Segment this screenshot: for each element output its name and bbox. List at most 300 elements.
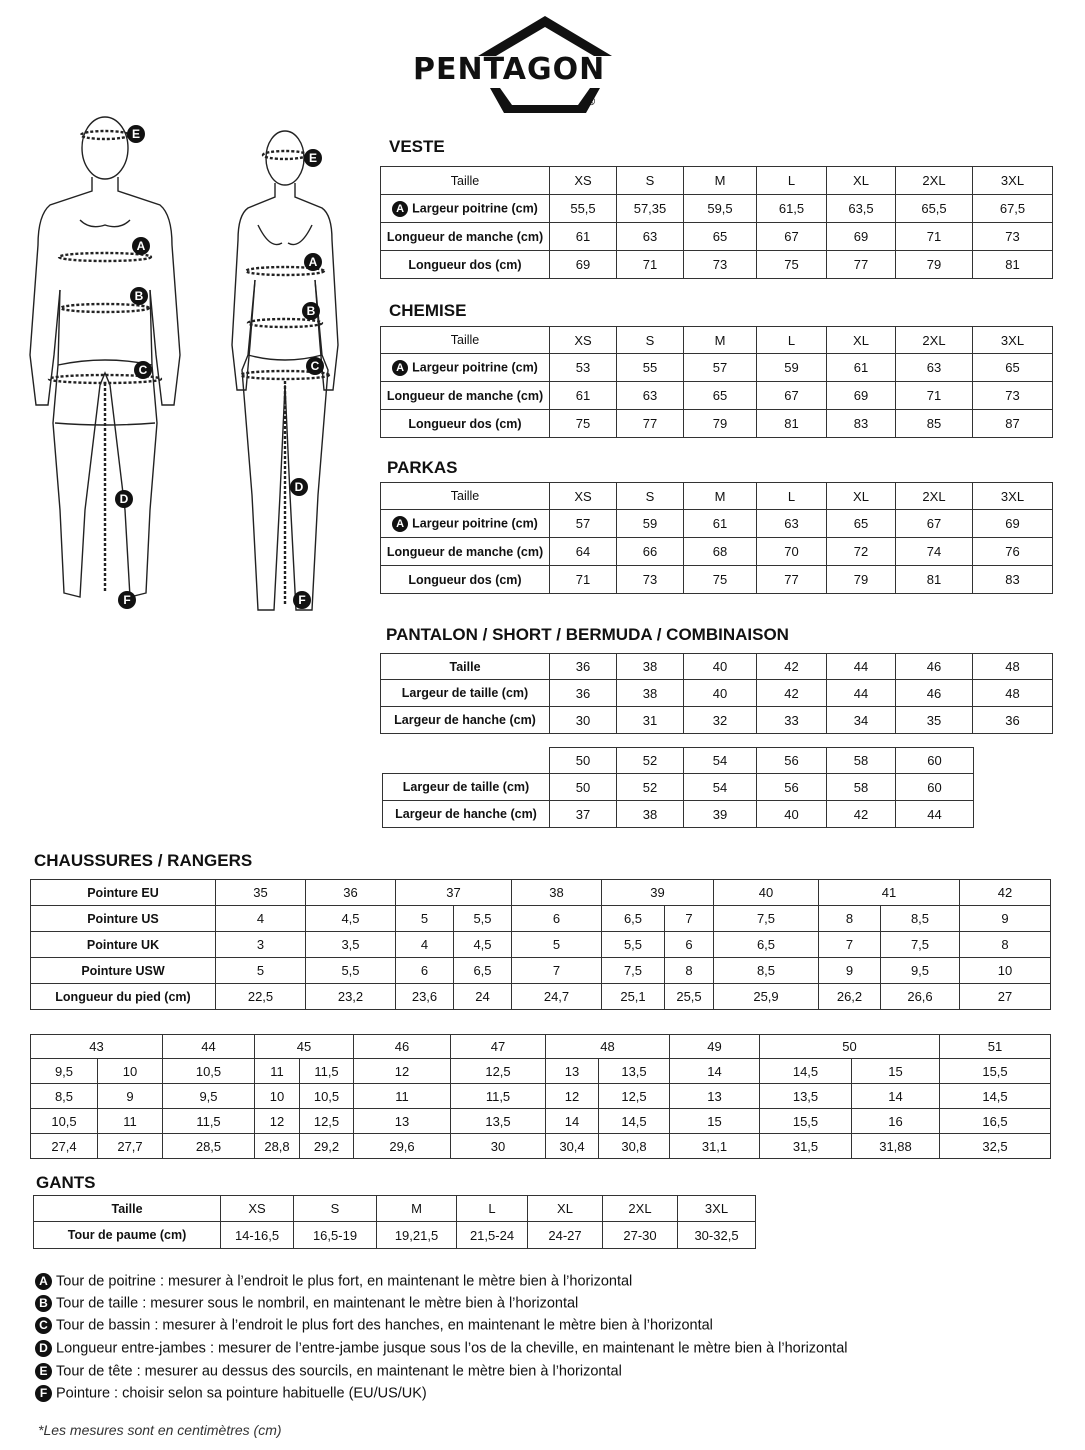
table-cell: 59 bbox=[617, 510, 684, 538]
table-header-cell: XL bbox=[827, 483, 896, 510]
pantalon-table-1 bbox=[380, 653, 1053, 734]
table-cell: 11,5 bbox=[300, 1059, 354, 1084]
table-cell: 28,5 bbox=[163, 1134, 255, 1159]
table-cell: 10,5 bbox=[163, 1059, 255, 1084]
table-cell: 27-30 bbox=[603, 1222, 678, 1249]
table-header-cell: Taille bbox=[381, 483, 550, 510]
table-cell: 77 bbox=[617, 410, 684, 438]
table-cell: 56 bbox=[757, 774, 827, 801]
table-cell: 16,5 bbox=[940, 1109, 1051, 1134]
row-label: Longueur dos (cm) bbox=[381, 251, 550, 279]
veste-header-row bbox=[381, 167, 1053, 195]
table-header-cell: 52 bbox=[617, 748, 684, 774]
table-cell: 14 bbox=[670, 1059, 760, 1084]
table-cell: 31,88 bbox=[852, 1134, 940, 1159]
table-header-cell: 2XL bbox=[896, 483, 973, 510]
table-header-cell: M bbox=[684, 483, 757, 510]
table-cell: 25,5 bbox=[665, 984, 714, 1010]
table-cell: 12,5 bbox=[451, 1059, 546, 1084]
legend-item-c bbox=[35, 1317, 713, 1334]
table-cell: 10 bbox=[960, 958, 1051, 984]
table-cell: 71 bbox=[896, 382, 973, 410]
marker-a-badge: A bbox=[392, 360, 408, 376]
table-cell: 9,5 bbox=[163, 1084, 255, 1109]
table-header-cell: 3XL bbox=[973, 483, 1053, 510]
table-cell: 15 bbox=[852, 1059, 940, 1084]
table-cell: 73 bbox=[617, 566, 684, 594]
table-cell: 5,5 bbox=[602, 932, 665, 958]
table-row bbox=[31, 1109, 1051, 1134]
table-cell: 81 bbox=[896, 566, 973, 594]
pantalon-header-row bbox=[381, 654, 1053, 680]
table-header-cell: Taille bbox=[381, 654, 550, 680]
table-cell: 74 bbox=[896, 538, 973, 566]
legend-item-e bbox=[35, 1363, 622, 1380]
eu-size-cell: 37 bbox=[396, 880, 512, 906]
chemise-title: CHEMISE bbox=[389, 301, 467, 320]
table-header-cell: XS bbox=[221, 1196, 294, 1222]
table-cell: 73 bbox=[684, 251, 757, 279]
table-cell: 12,5 bbox=[599, 1084, 670, 1109]
table-row bbox=[31, 958, 1051, 984]
table-header-cell: 40 bbox=[684, 654, 757, 680]
table-cell: 27,7 bbox=[98, 1134, 163, 1159]
pantalon-header-row-2 bbox=[383, 748, 974, 774]
footnote: *Les mesures sont en centimètres (cm) bbox=[38, 1422, 282, 1438]
table-header-cell: XS bbox=[550, 167, 617, 195]
table-row bbox=[381, 382, 1053, 410]
table-cell: 14,5 bbox=[760, 1059, 852, 1084]
pantalon-title: PANTALON / SHORT / BERMUDA / COMBINAISON bbox=[386, 625, 789, 644]
table-row bbox=[381, 223, 1053, 251]
table-row bbox=[381, 354, 1053, 382]
table-cell: 65 bbox=[684, 382, 757, 410]
legend-text: Longueur entre-jambes : mesurer de l’entre-jambe jusque sous l’os de la cheville, en maintenant le mètre bien à l’horizontal bbox=[56, 1340, 848, 1357]
table-cell: 57,35 bbox=[617, 195, 684, 223]
legend-item-a bbox=[35, 1273, 632, 1290]
table-cell: 35 bbox=[896, 707, 973, 734]
table-cell: 67,5 bbox=[973, 195, 1053, 223]
table-cell: 72 bbox=[827, 538, 896, 566]
row-label: Pointure USW bbox=[31, 958, 216, 984]
table-cell: 65 bbox=[827, 510, 896, 538]
gants-header-row bbox=[34, 1196, 756, 1222]
chaussures-table-2 bbox=[30, 1034, 1051, 1159]
table-row bbox=[31, 1084, 1051, 1109]
table-cell: 48 bbox=[973, 680, 1053, 707]
marker-a-male: A bbox=[132, 237, 150, 255]
table-cell: 34 bbox=[827, 707, 896, 734]
table-cell: 42 bbox=[757, 680, 827, 707]
table-cell: 79 bbox=[827, 566, 896, 594]
table-row bbox=[381, 707, 1053, 734]
table-header-cell: XL bbox=[827, 167, 896, 195]
row-label: Pointure US bbox=[31, 906, 216, 932]
table-cell: 16,5-19 bbox=[294, 1222, 377, 1249]
eu-size-cell: 41 bbox=[819, 880, 960, 906]
table-cell: 44 bbox=[896, 801, 974, 828]
marker-e-male: E bbox=[127, 125, 145, 143]
table-header-cell: M bbox=[684, 167, 757, 195]
table-cell: 27,4 bbox=[31, 1134, 98, 1159]
row-label: Longueur du pied (cm) bbox=[31, 984, 216, 1010]
table-cell: 15,5 bbox=[940, 1059, 1051, 1084]
table-cell: 9 bbox=[98, 1084, 163, 1109]
table-cell: 57 bbox=[684, 354, 757, 382]
table-cell: 39 bbox=[684, 801, 757, 828]
legend-text: Tour de bassin : mesurer à l’endroit le plus fort des hanches, en maintenant le mètre bien à l’horizontal bbox=[56, 1317, 713, 1334]
marker-d-badge: D bbox=[35, 1340, 52, 1357]
table-header-cell: 3XL bbox=[973, 327, 1053, 354]
table-cell: 9 bbox=[960, 906, 1051, 932]
eu-size-cell: 35 bbox=[216, 880, 306, 906]
shoe-eu-row-2 bbox=[31, 1035, 1051, 1059]
table-row bbox=[383, 774, 974, 801]
table-header-cell: Taille bbox=[381, 327, 550, 354]
table-cell: 61 bbox=[827, 354, 896, 382]
table-cell: 75 bbox=[550, 410, 617, 438]
table-cell: 14 bbox=[852, 1084, 940, 1109]
table-cell: 14 bbox=[546, 1109, 599, 1134]
table-cell: 69 bbox=[973, 510, 1053, 538]
table-cell: 63,5 bbox=[827, 195, 896, 223]
table-cell: 4 bbox=[396, 932, 454, 958]
table-cell: 79 bbox=[896, 251, 973, 279]
table-cell: 67 bbox=[896, 510, 973, 538]
table-cell: 14,5 bbox=[599, 1109, 670, 1134]
table-cell: 61 bbox=[550, 223, 617, 251]
table-cell: 54 bbox=[684, 774, 757, 801]
table-cell: 69 bbox=[827, 382, 896, 410]
marker-e-female: E bbox=[304, 149, 322, 167]
table-cell: 27 bbox=[960, 984, 1051, 1010]
table-cell: 13,5 bbox=[451, 1109, 546, 1134]
marker-a-badge: A bbox=[392, 201, 408, 217]
table-cell: 79 bbox=[684, 410, 757, 438]
table-cell: 4 bbox=[216, 906, 306, 932]
table-cell: 63 bbox=[617, 382, 684, 410]
table-cell: 11,5 bbox=[163, 1109, 255, 1134]
table-cell: 26,6 bbox=[881, 984, 960, 1010]
table-row bbox=[383, 801, 974, 828]
table-cell: 75 bbox=[757, 251, 827, 279]
table-cell: 11 bbox=[354, 1084, 451, 1109]
table-cell: 32 bbox=[684, 707, 757, 734]
table-cell: 30-32,5 bbox=[678, 1222, 756, 1249]
marker-b-female: B bbox=[302, 302, 320, 320]
table-row bbox=[381, 510, 1053, 538]
table-cell: 38 bbox=[617, 801, 684, 828]
table-cell: 77 bbox=[757, 566, 827, 594]
table-cell: 65,5 bbox=[896, 195, 973, 223]
table-header-cell: M bbox=[377, 1196, 457, 1222]
table-cell: 5,5 bbox=[454, 906, 512, 932]
marker-d-male: D bbox=[115, 490, 133, 508]
parkas-title: PARKAS bbox=[387, 458, 458, 477]
eu-size-cell: 50 bbox=[760, 1035, 940, 1059]
table-header-cell: 38 bbox=[617, 654, 684, 680]
legend-text: Pointure : choisir selon sa pointure habituelle (EU/US/UK) bbox=[56, 1385, 427, 1402]
table-cell: 24 bbox=[454, 984, 512, 1010]
table-cell: 12 bbox=[354, 1059, 451, 1084]
table-cell: 30 bbox=[451, 1134, 546, 1159]
table-cell: 13,5 bbox=[760, 1084, 852, 1109]
table-cell: 16 bbox=[852, 1109, 940, 1134]
row-label: Largeur poitrine (cm) bbox=[412, 515, 538, 530]
marker-b-male: B bbox=[130, 287, 148, 305]
table-cell: 52 bbox=[617, 774, 684, 801]
table-row bbox=[381, 195, 1053, 223]
table-cell: 12 bbox=[255, 1109, 300, 1134]
table-cell: 55,5 bbox=[550, 195, 617, 223]
marker-d-female: D bbox=[290, 478, 308, 496]
chemise-header-row bbox=[381, 327, 1053, 354]
table-cell: 11 bbox=[255, 1059, 300, 1084]
table-cell: 9,5 bbox=[881, 958, 960, 984]
eu-size-cell: 45 bbox=[255, 1035, 354, 1059]
table-cell: 58 bbox=[827, 774, 896, 801]
legend-text: Tour de taille : mesurer sous le nombril, en maintenant le mètre bien à l’horizontal bbox=[56, 1295, 579, 1312]
table-cell: 81 bbox=[973, 251, 1053, 279]
row-label: Largeur poitrine (cm) bbox=[412, 200, 538, 215]
gants-title: GANTS bbox=[36, 1173, 96, 1192]
table-header-cell: 56 bbox=[757, 748, 827, 774]
eu-size-cell: 42 bbox=[960, 880, 1051, 906]
table-cell: 8 bbox=[665, 958, 714, 984]
legend-item-d bbox=[35, 1340, 848, 1357]
table-cell: 30,8 bbox=[599, 1134, 670, 1159]
eu-size-cell: 49 bbox=[670, 1035, 760, 1059]
marker-b-badge: B bbox=[35, 1295, 52, 1312]
table-cell: 61,5 bbox=[757, 195, 827, 223]
table-cell: 8,5 bbox=[881, 906, 960, 932]
table-header-cell: 46 bbox=[896, 654, 973, 680]
veste-title: VESTE bbox=[389, 137, 445, 156]
table-cell: 71 bbox=[896, 223, 973, 251]
table-cell: 6,5 bbox=[714, 932, 819, 958]
table-row bbox=[381, 251, 1053, 279]
table-header-cell: L bbox=[757, 167, 827, 195]
table-cell: 30 bbox=[550, 707, 617, 734]
chaussures-title: CHAUSSURES / RANGERS bbox=[34, 851, 253, 870]
row-label: Longueur dos (cm) bbox=[381, 410, 550, 438]
veste-table bbox=[380, 166, 1053, 279]
chemise-table bbox=[380, 326, 1053, 438]
table-cell: 6,5 bbox=[454, 958, 512, 984]
table-cell: 10,5 bbox=[31, 1109, 98, 1134]
eu-size-cell: 48 bbox=[546, 1035, 670, 1059]
table-cell: 38 bbox=[617, 680, 684, 707]
parkas-table bbox=[380, 482, 1053, 594]
table-cell: 5 bbox=[396, 906, 454, 932]
marker-c-badge: C bbox=[35, 1317, 52, 1334]
table-cell: 77 bbox=[827, 251, 896, 279]
table-cell: 63 bbox=[896, 354, 973, 382]
table-cell: 59,5 bbox=[684, 195, 757, 223]
table-cell: 25,9 bbox=[714, 984, 819, 1010]
table-cell: 6 bbox=[665, 932, 714, 958]
table-header-cell: 2XL bbox=[896, 327, 973, 354]
table-header-cell: M bbox=[684, 327, 757, 354]
row-label: Longueur de manche (cm) bbox=[381, 538, 550, 566]
table-cell: 7 bbox=[819, 932, 881, 958]
table-cell: 25,1 bbox=[602, 984, 665, 1010]
table-header-cell: XL bbox=[528, 1196, 603, 1222]
table-header-cell: 48 bbox=[973, 654, 1053, 680]
table-cell: 19,21,5 bbox=[377, 1222, 457, 1249]
table-cell: 64 bbox=[550, 538, 617, 566]
table-cell: 7 bbox=[665, 906, 714, 932]
chaussures-table-1 bbox=[30, 879, 1051, 1010]
table-cell: 57 bbox=[550, 510, 617, 538]
table-cell: 11 bbox=[98, 1109, 163, 1134]
table-header-cell: L bbox=[757, 327, 827, 354]
table-cell: 36 bbox=[550, 680, 617, 707]
eu-size-cell: 47 bbox=[451, 1035, 546, 1059]
table-cell: 31,1 bbox=[670, 1134, 760, 1159]
table-cell: 8,5 bbox=[714, 958, 819, 984]
table-cell: 67 bbox=[757, 223, 827, 251]
legend-text: Tour de tête : mesurer au dessus des sourcils, en maintenant le mètre bien à l’horizontal bbox=[56, 1363, 622, 1380]
table-cell: 3 bbox=[216, 932, 306, 958]
table-cell: 7,5 bbox=[602, 958, 665, 984]
table-cell: 33 bbox=[757, 707, 827, 734]
table-header-cell: S bbox=[617, 483, 684, 510]
table-header-cell: S bbox=[617, 327, 684, 354]
table-cell: 30,4 bbox=[546, 1134, 599, 1159]
row-label: Largeur de taille (cm) bbox=[381, 680, 550, 707]
table-cell: 83 bbox=[973, 566, 1053, 594]
table-header-cell: L bbox=[457, 1196, 528, 1222]
shoe-eu-row bbox=[31, 880, 1051, 906]
row-label: Largeur poitrine (cm) bbox=[412, 359, 538, 374]
row-label: Largeur de taille (cm) bbox=[383, 774, 550, 801]
marker-a-badge: A bbox=[35, 1273, 52, 1290]
table-header-cell: 3XL bbox=[973, 167, 1053, 195]
table-row bbox=[381, 680, 1053, 707]
marker-c-male: C bbox=[134, 361, 152, 379]
table-cell: 29,6 bbox=[354, 1134, 451, 1159]
table-cell: 6,5 bbox=[602, 906, 665, 932]
table-cell: 6 bbox=[512, 906, 602, 932]
eu-size-cell: 38 bbox=[512, 880, 602, 906]
table-cell: 10 bbox=[255, 1084, 300, 1109]
table-cell: 61 bbox=[684, 510, 757, 538]
table-header-cell: XS bbox=[550, 327, 617, 354]
table-cell: 23,6 bbox=[396, 984, 454, 1010]
legend-item-f bbox=[35, 1385, 427, 1402]
row-label: Pointure UK bbox=[31, 932, 216, 958]
table-cell: 4,5 bbox=[454, 932, 512, 958]
table-cell: 69 bbox=[827, 223, 896, 251]
table-cell: 71 bbox=[617, 251, 684, 279]
table-cell: 65 bbox=[684, 223, 757, 251]
table-cell: 13 bbox=[670, 1084, 760, 1109]
table-header-cell: 50 bbox=[550, 748, 617, 774]
table-cell: 87 bbox=[973, 410, 1053, 438]
legend-text: Tour de poitrine : mesurer à l’endroit le plus fort, en maintenant le mètre bien à l’horizontal bbox=[56, 1273, 633, 1290]
table-header-cell: 42 bbox=[757, 654, 827, 680]
table-header-cell: XL bbox=[827, 327, 896, 354]
table-header-cell: 58 bbox=[827, 748, 896, 774]
marker-a-badge: A bbox=[392, 516, 408, 532]
table-cell: 76 bbox=[973, 538, 1053, 566]
table-cell: 14-16,5 bbox=[221, 1222, 294, 1249]
eu-size-cell: 40 bbox=[714, 880, 819, 906]
table-header-cell: 60 bbox=[896, 748, 974, 774]
marker-f-badge: F bbox=[35, 1385, 52, 1402]
table-cell: 8 bbox=[819, 906, 881, 932]
table-cell: 68 bbox=[684, 538, 757, 566]
eu-size-cell: 44 bbox=[163, 1035, 255, 1059]
table-header-cell: 2XL bbox=[603, 1196, 678, 1222]
table-cell: 65 bbox=[973, 354, 1053, 382]
table-cell: 29,2 bbox=[300, 1134, 354, 1159]
table-header-cell: S bbox=[294, 1196, 377, 1222]
table-row bbox=[381, 566, 1053, 594]
table-cell: 73 bbox=[973, 382, 1053, 410]
eu-size-cell: 39 bbox=[602, 880, 714, 906]
table-cell: 63 bbox=[617, 223, 684, 251]
registered-mark: ® bbox=[587, 96, 596, 108]
brand-wordmark: PENTAGON bbox=[413, 52, 606, 87]
empty-header-cell bbox=[383, 748, 550, 774]
table-cell: 85 bbox=[896, 410, 973, 438]
table-row bbox=[381, 538, 1053, 566]
table-cell: 3,5 bbox=[306, 932, 396, 958]
table-cell: 13 bbox=[546, 1059, 599, 1084]
row-label: Largeur de hanche (cm) bbox=[383, 801, 550, 828]
table-cell: 50 bbox=[550, 774, 617, 801]
marker-f-female: F bbox=[293, 591, 311, 609]
table-header-cell: S bbox=[617, 167, 684, 195]
eu-size-cell: 43 bbox=[31, 1035, 163, 1059]
table-row bbox=[31, 984, 1051, 1010]
table-cell: 14,5 bbox=[940, 1084, 1051, 1109]
table-header-cell: 44 bbox=[827, 654, 896, 680]
table-row bbox=[31, 932, 1051, 958]
table-cell: 61 bbox=[550, 382, 617, 410]
table-cell: 5,5 bbox=[306, 958, 396, 984]
row-label: Longueur dos (cm) bbox=[381, 566, 550, 594]
table-cell: 71 bbox=[550, 566, 617, 594]
table-cell: 69 bbox=[550, 251, 617, 279]
row-label: Largeur de hanche (cm) bbox=[381, 707, 550, 734]
table-cell: 13 bbox=[354, 1109, 451, 1134]
table-header-cell: Taille bbox=[381, 167, 550, 195]
table-cell: 42 bbox=[827, 801, 896, 828]
table-cell: 12,5 bbox=[300, 1109, 354, 1134]
table-row bbox=[31, 1059, 1051, 1084]
table-cell: 83 bbox=[827, 410, 896, 438]
marker-f-male: F bbox=[118, 591, 136, 609]
table-header-cell: XS bbox=[550, 483, 617, 510]
table-cell: 44 bbox=[827, 680, 896, 707]
gants-table bbox=[33, 1195, 756, 1249]
legend-item-b bbox=[35, 1295, 578, 1312]
table-cell: 55 bbox=[617, 354, 684, 382]
table-cell: 9 bbox=[819, 958, 881, 984]
eu-size-cell: 51 bbox=[940, 1035, 1051, 1059]
table-cell: 26,2 bbox=[819, 984, 881, 1010]
table-cell: 13,5 bbox=[599, 1059, 670, 1084]
table-cell: 7,5 bbox=[714, 906, 819, 932]
table-cell: 5 bbox=[512, 932, 602, 958]
table-header-cell: L bbox=[757, 483, 827, 510]
table-cell: 67 bbox=[757, 382, 827, 410]
eu-size-cell: 46 bbox=[354, 1035, 451, 1059]
table-cell: 36 bbox=[973, 707, 1053, 734]
